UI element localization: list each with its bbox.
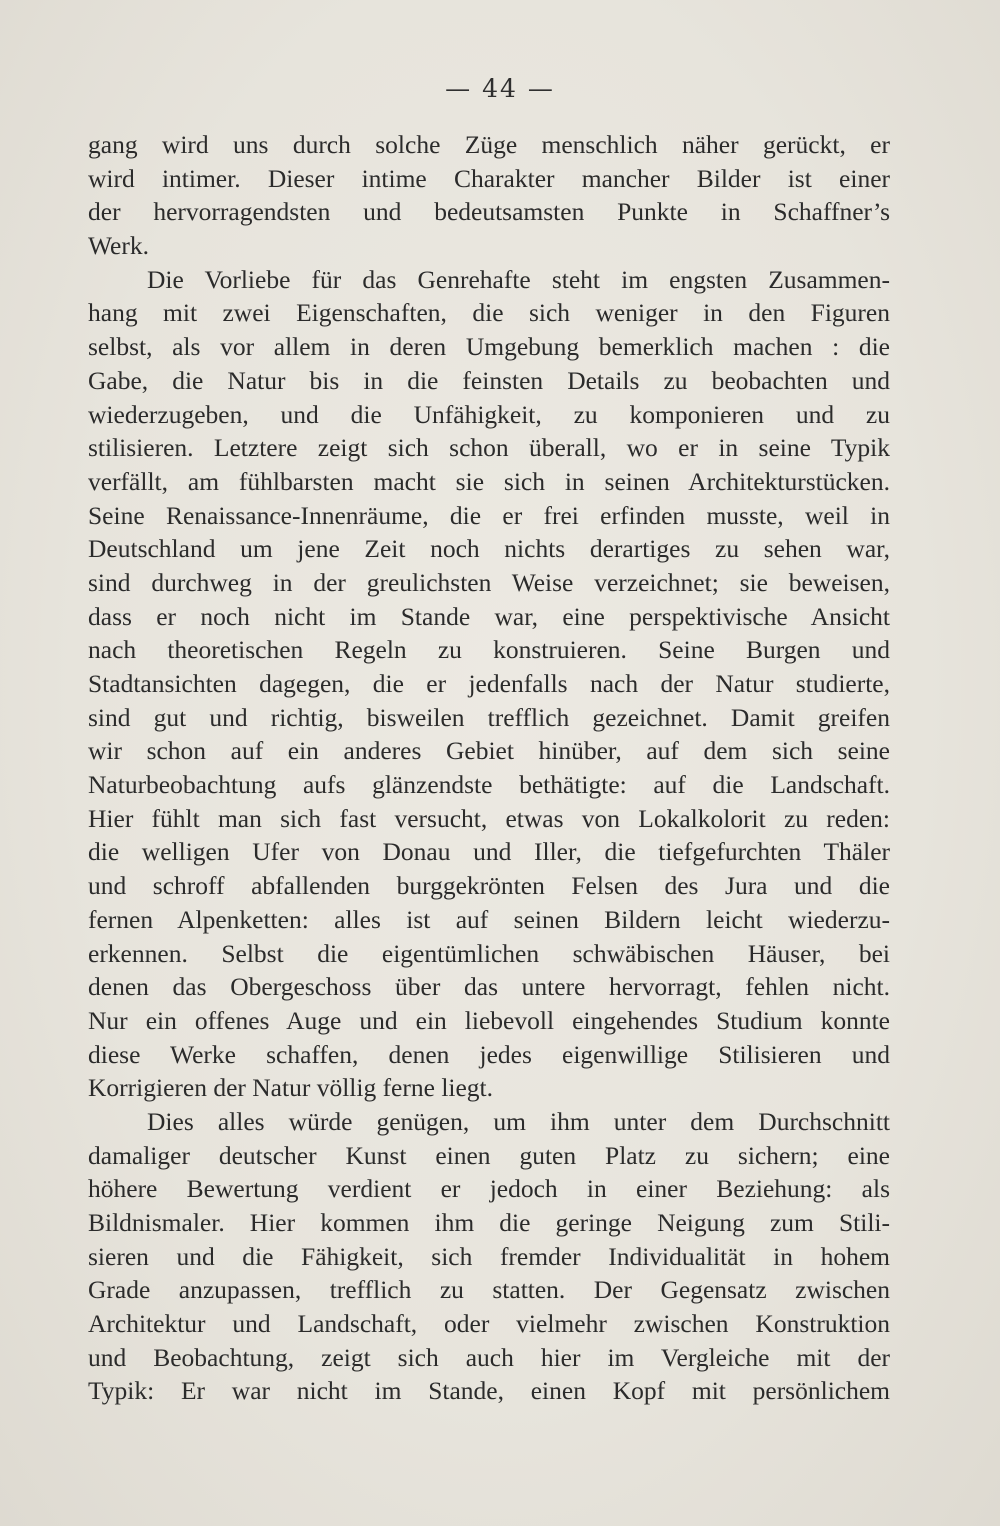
text-line: Seine Renaissance-Innenräume, die er frei erfinden musste, weil in	[88, 500, 890, 530]
text-line: denen das Obergeschoss über das untere hervorragt, fehlen nicht.	[88, 972, 890, 1002]
page-number: — 44 —	[445, 74, 555, 103]
text-line: nach theoretischen Regeln zu konstruieren. Seine Burgen und	[88, 635, 890, 665]
text-line: höhere Bewertung verdient er jedoch in einer Beziehung: als	[88, 1174, 890, 1204]
text-line: sind durchweg in der greulichsten Weise verzeichnet; sie beweisen,	[88, 567, 890, 597]
text-line: sind gut und richtig, bisweilen trefflich gezeichnet. Damit greifen	[88, 702, 890, 732]
text-line: Gabe, die Natur bis in die feinsten Details zu beobachten und	[88, 365, 890, 395]
text-line: Stadtansichten dagegen, die er jedenfalls nach der Natur studierte,	[88, 669, 890, 698]
text-line: dass er noch nicht im Stande war, eine perspektivische Ansicht	[88, 601, 890, 631]
text-line: erkennen. Selbst die eigentümlichen schwäbischen Häuser, bei	[88, 938, 890, 968]
text-line: Werk.	[88, 231, 149, 261]
text-line: Typik: Er war nicht im Stande, einen Kopf mit persönlichem	[88, 1376, 890, 1406]
text-line: und Beobachtung, zeigt sich auch hier im Vergleiche mit der	[88, 1342, 890, 1372]
text-line: wiederzugeben, und die Unfähigkeit, zu komponieren und zu	[88, 399, 890, 429]
text-line: diese Werke schaffen, denen jedes eigenwillige Stilisieren und	[88, 1039, 890, 1069]
text-line: und schroff abfallenden burggekrönten Felsen des Jura und die	[88, 871, 890, 901]
text-line: Dies alles würde genügen, um ihm unter dem Durchschnitt	[147, 1106, 890, 1136]
text-line: Naturbeobachtung aufs glänzendste bethätigte: auf die Landschaft.	[88, 770, 890, 800]
text-line: wird intimer. Dieser intime Charakter mancher Bilder ist einer	[88, 163, 890, 193]
text-line: Architektur und Landschaft, oder vielmehr zwischen Konstruktion	[88, 1309, 890, 1339]
text-line: wir schon auf ein anderes Gebiet hinüber, auf dem sich seine	[88, 736, 890, 766]
text-line: Nur ein offenes Auge und ein liebevoll eingehendes Studium konnte	[88, 1005, 890, 1035]
text-line: der hervorragendsten und bedeutsamsten Punkte in Schaffner’s	[88, 197, 890, 227]
text-line: hang mit zwei Eigenschaften, die sich weniger in den Figuren	[88, 298, 890, 328]
text-line: sieren und die Fähigkeit, sich fremder Individualität in hohem	[88, 1241, 890, 1271]
text-line: stilisieren. Letztere zeigt sich schon überall, wo er in seine Typik	[88, 433, 890, 463]
text-line: Grade anzupassen, trefflich zu statten. Der Gegensatz zwischen	[88, 1275, 890, 1305]
text-line: selbst, als vor allem in deren Umgebung bemerklich machen : die	[88, 332, 890, 362]
text-line: damaliger deutscher Kunst einen guten Platz zu sichern; eine	[88, 1140, 890, 1170]
text-line: Bildnismaler. Hier kommen ihm die geringe Neigung zum Stili-	[88, 1208, 890, 1237]
text-line: Hier fühlt man sich fast versucht, etwas von Lokalkolorit zu reden:	[88, 803, 890, 833]
text-line: verfällt, am fühlbarsten macht sie sich in seinen Architekturstücken.	[88, 466, 890, 496]
text-line: Die Vorliebe für das Genrehafte steht im engsten Zusammen-	[147, 264, 890, 294]
text-line: die welligen Ufer von Donau und Iller, die tiefgefurchten Thäler	[88, 837, 890, 867]
text-line: Deutschland um jene Zeit noch nichts derartiges zu sehen war,	[88, 534, 890, 564]
text-line: Korrigieren der Natur völlig ferne liegt.	[88, 1073, 494, 1103]
text-line: gang wird uns durch solche Züge menschlich näher gerückt, er	[88, 130, 890, 159]
text-line: fernen Alpenketten: alles ist auf seinen Bildern leicht wiederzu-	[88, 904, 890, 934]
body-text	[88, 128, 890, 1408]
